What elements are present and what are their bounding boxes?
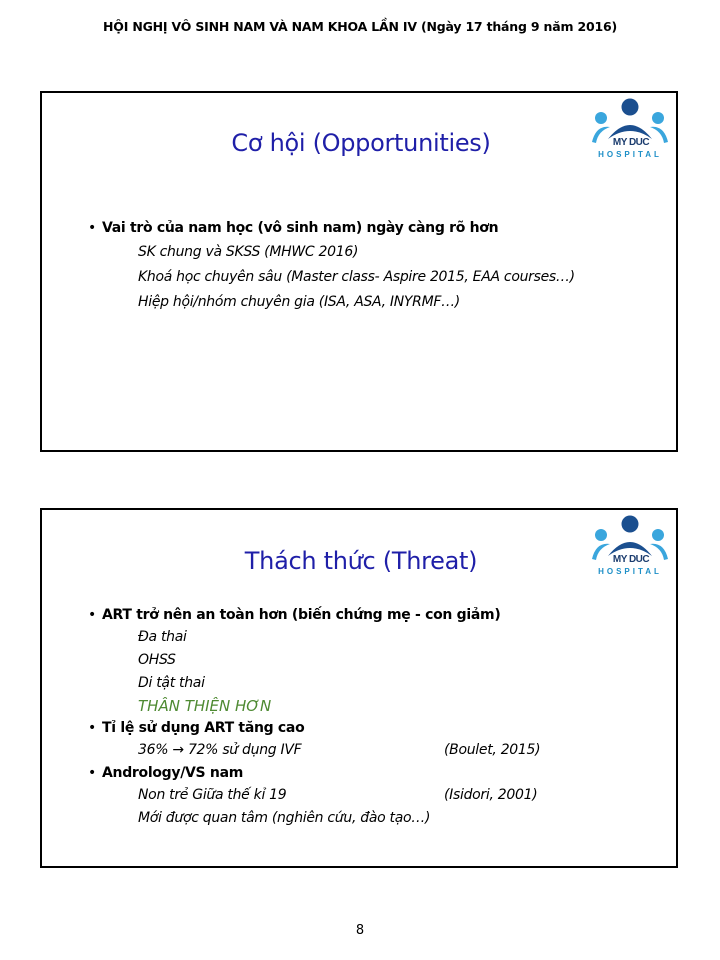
- logo-right-body-icon: [650, 127, 668, 143]
- bullet-text: Andrology/VS nam: [102, 765, 244, 781]
- sub-item: Di tật thai: [138, 675, 205, 691]
- citation: (Boulet, 2015): [444, 742, 541, 758]
- logo-line1: MY DUC: [612, 554, 650, 565]
- logo-right-head-icon: [652, 529, 664, 541]
- logo-right-head-icon: [652, 112, 664, 124]
- slide-title: Cơ hội (Opportunities): [231, 129, 491, 157]
- page-number: 8: [355, 923, 365, 938]
- sub-item-text: 36% → 72% sử dụng IVF: [138, 742, 302, 758]
- logo-line1: MY DUC: [612, 137, 650, 148]
- logo-left-body-icon: [592, 544, 610, 560]
- bullet-text: ART trở nên an toàn hơn (biến chứng mẹ - con giảm): [102, 607, 501, 623]
- slide-content: [88, 216, 666, 315]
- bullet-item: [88, 717, 666, 739]
- bullet-text: Tỉ lệ sử dụng ART tăng cao: [102, 720, 305, 736]
- logo-line2: HOSPITAL: [598, 150, 662, 159]
- logo-left-body-icon: [592, 127, 610, 143]
- sub-item: OHSS: [138, 652, 176, 668]
- logo-center-head-icon: [622, 99, 639, 116]
- slide-content: [88, 604, 666, 830]
- sub-item-text: Non trẻ Giữa thế kỉ 19: [138, 787, 287, 803]
- sub-item: Đa thai: [138, 629, 187, 645]
- citation: (Isidori, 2001): [444, 787, 538, 803]
- slide-threat: [40, 508, 678, 868]
- sub-item: SK chung và SKSS (MHWC 2016): [138, 244, 359, 260]
- bullet-icon: •: [88, 720, 96, 736]
- logo-left-head-icon: [595, 529, 607, 541]
- bullet-item: [88, 216, 666, 240]
- slide-opportunities: [40, 91, 678, 452]
- my-duc-hospital-logo: [590, 97, 670, 161]
- logo-left-head-icon: [595, 112, 607, 124]
- bullet-item: [88, 604, 666, 626]
- bullet-icon: •: [88, 607, 96, 623]
- bullet-icon: •: [88, 765, 96, 781]
- sub-item: Khoá học chuyên sâu (Master class- Aspire 2015, EAA courses…): [138, 269, 575, 285]
- logo-right-body-icon: [650, 544, 668, 560]
- slide-title: Thách thức (Threat): [244, 547, 478, 575]
- bullet-text: Vai trò của nam học (vô sinh nam) ngày càng rõ hơn: [102, 220, 499, 236]
- sub-item: [88, 784, 666, 807]
- sub-item-highlight: THÂN THIỆN HƠN: [138, 697, 272, 715]
- my-duc-hospital-logo: [590, 514, 670, 578]
- sub-item: Mới được quan tâm (nghiên cứu, đào tạo…): [138, 810, 431, 826]
- sub-item: Hiệp hội/nhóm chuyên gia (ISA, ASA, INYRMF…): [138, 294, 460, 310]
- sub-item: [88, 739, 666, 762]
- logo-center-head-icon: [622, 516, 639, 533]
- page-header: HỘI NGHỊ VÔ SINH NAM VÀ NAM KHOA LẦN IV (Ngày 17 tháng 9 năm 2016): [103, 19, 617, 34]
- logo-line2: HOSPITAL: [598, 567, 662, 576]
- bullet-item: [88, 762, 666, 784]
- bullet-icon: •: [88, 220, 96, 236]
